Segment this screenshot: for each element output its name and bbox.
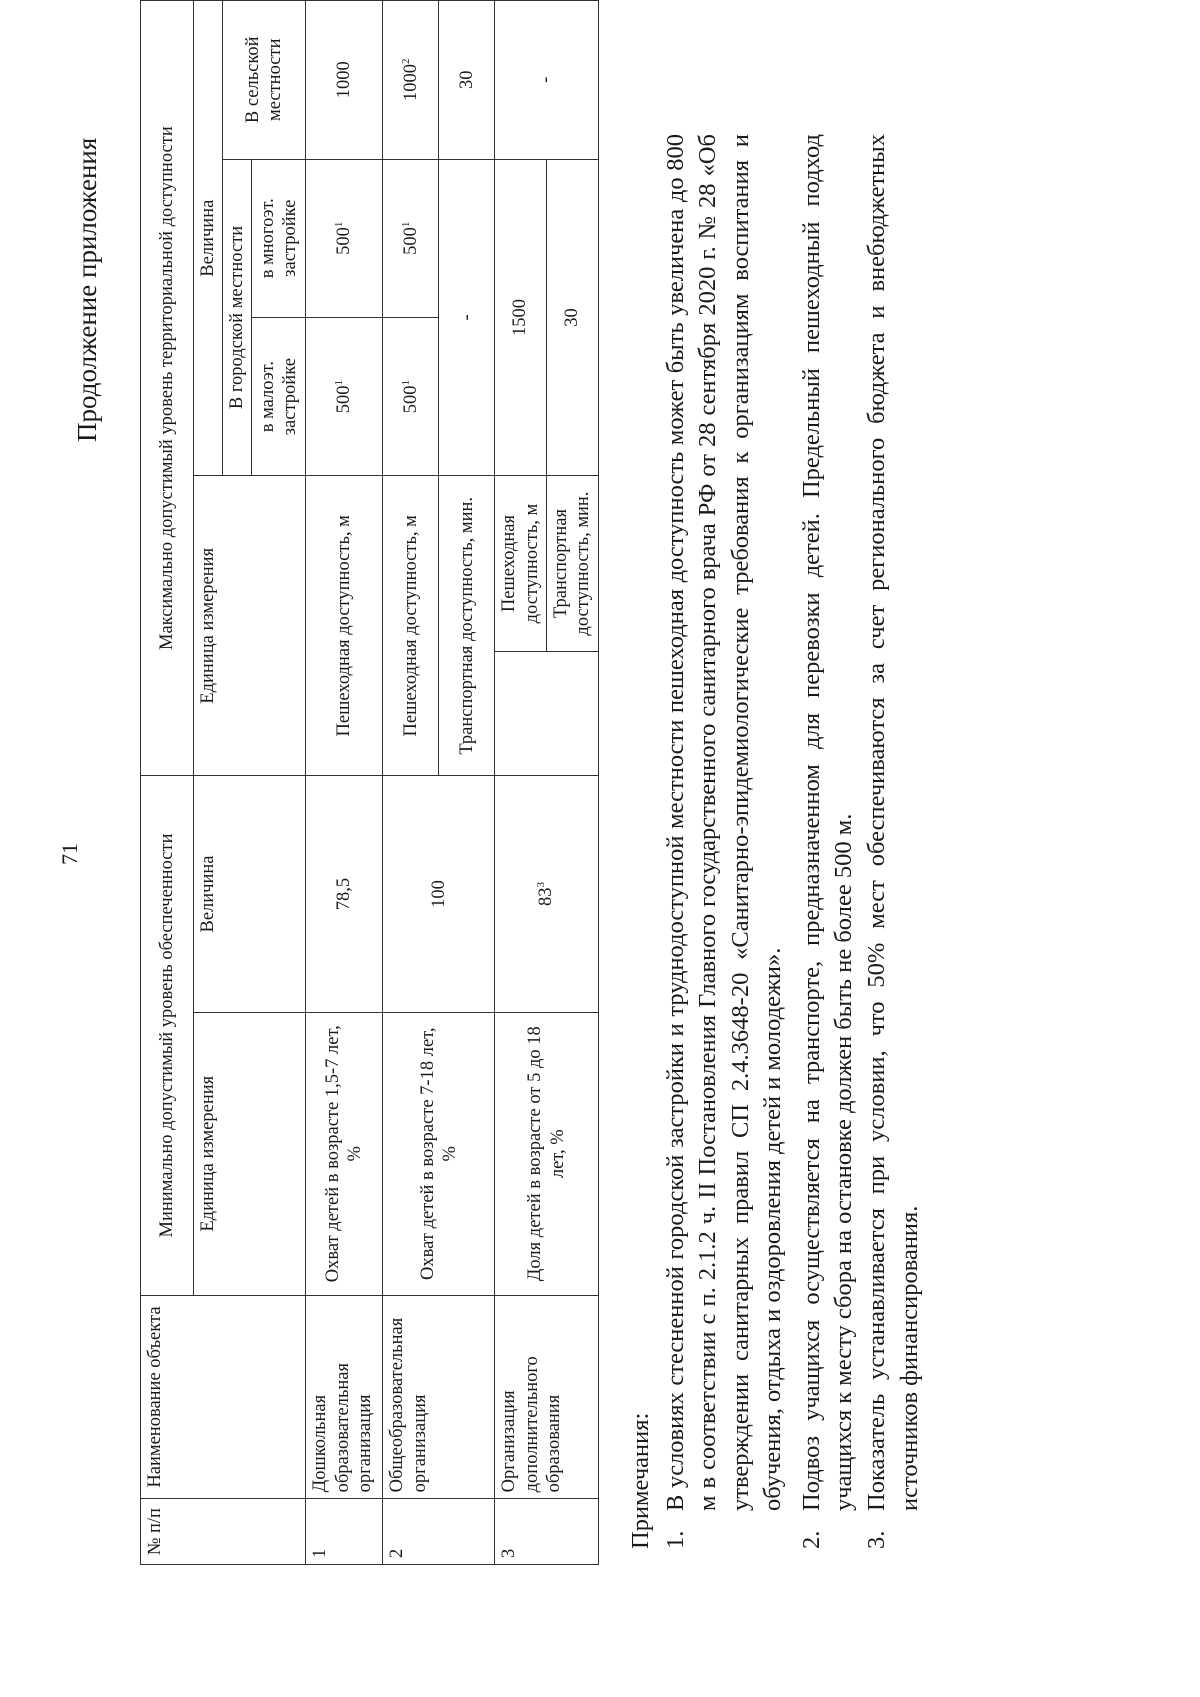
page-number: 71 bbox=[57, 843, 82, 865]
row-max-unit-walk: Пешеходная доступность, м bbox=[495, 476, 546, 651]
row-urban: 30 bbox=[546, 159, 598, 476]
row-max-unit-walk: Пешеходная доступность, м bbox=[383, 476, 439, 776]
row-num: 1 bbox=[306, 1499, 383, 1565]
header-name: Наименование объекта bbox=[141, 1295, 306, 1499]
header-rural: В сельской местности bbox=[223, 1, 306, 160]
header-unit2: Единица измерения bbox=[194, 476, 306, 776]
header-min-group: Минимально допустимый уровень обеспеченности bbox=[141, 776, 194, 1295]
row-urban: - bbox=[439, 159, 495, 476]
standards-table bbox=[140, 0, 599, 1565]
header-row-1 bbox=[141, 1, 194, 1565]
header-low-rise: в малоэт. застройке bbox=[252, 317, 306, 475]
notes bbox=[625, 134, 926, 1549]
row-name: Организация дополнительного образования bbox=[495, 1295, 598, 1499]
header-multi-rise: в многоэт. застройке bbox=[252, 159, 306, 317]
note-text: Показатель устанавливается при условии, что 50% мест обеспечиваются за счет регионального бюджета и внебюджетных источников финансирования. bbox=[863, 134, 923, 1511]
note-item bbox=[861, 134, 926, 1549]
row-multi: $500^1$ bbox=[383, 159, 439, 317]
note-number: 2. bbox=[797, 1530, 825, 1549]
row-low: $500^1$ bbox=[383, 317, 439, 475]
note-number: 3. bbox=[863, 1530, 891, 1549]
header-num: № п/п bbox=[141, 1499, 306, 1565]
footnote-mark: 3 bbox=[535, 882, 548, 888]
table-row bbox=[383, 1, 439, 1565]
header-value: Величина bbox=[194, 776, 306, 1013]
table-row bbox=[306, 1, 383, 1565]
row-max-unit-transport: Транспортная доступность, мин. bbox=[439, 476, 495, 776]
row-min-unit: Доля детей в возрасте от 5 до 18 лет, % bbox=[495, 1012, 598, 1295]
row-max-unit-transport: Транспортная доступность, мин. bbox=[546, 476, 598, 651]
row-max-unit: Пешеходная доступность, м bbox=[306, 476, 383, 776]
row-rural: 1000 bbox=[306, 1, 383, 160]
page-header: Продолжение приложения bbox=[72, 137, 102, 442]
row-num: 2 bbox=[383, 1499, 495, 1565]
footnote-mark: 1 bbox=[333, 380, 346, 386]
row-rural: 1000$^2$ bbox=[383, 1, 439, 160]
row-min-unit: Охват детей в возрасте 7-18 лет, % bbox=[383, 1012, 495, 1295]
row-rural: - bbox=[495, 1, 598, 160]
row-min-unit: Охват детей в возрасте 1,5-7 лет, % bbox=[306, 1012, 383, 1295]
row-multi: $500^1$ bbox=[306, 159, 383, 317]
table-row bbox=[495, 1, 546, 1565]
row-num: 3 bbox=[495, 1499, 598, 1565]
footnote-mark: 2 bbox=[399, 58, 412, 65]
header-urban: В городской местности bbox=[223, 159, 252, 476]
footnote-mark: 1 bbox=[399, 380, 412, 386]
row-min-value: $83^3$ bbox=[495, 776, 598, 1013]
row-min-value: 78,5 bbox=[306, 776, 383, 1013]
header-max-group: Максимально допустимый уровень территориальной доступности bbox=[141, 1, 194, 776]
note-item bbox=[660, 134, 790, 1549]
row-low: $500^1$ bbox=[306, 317, 383, 475]
footnote-mark: 1 bbox=[399, 221, 412, 228]
header-unit: Единица измерения bbox=[194, 1012, 306, 1295]
row-min-value: 100 bbox=[383, 776, 495, 1013]
row-rural: 30 bbox=[439, 1, 495, 160]
note-text: Подвоз учащихся осуществляется на транспорте, предназначенном для перевозки детей. Предельный пешеходный подход учащихся к месту сбора на остановке должен быть не более 500 м. bbox=[797, 134, 858, 1511]
row-name: Общеобразовательная организация bbox=[383, 1295, 495, 1499]
notes-title: Примечания: bbox=[627, 1412, 654, 1549]
note-item bbox=[796, 134, 861, 1549]
row-name: Дошкольная образовательная организация bbox=[306, 1295, 383, 1499]
header-value2: Величина bbox=[194, 1, 223, 476]
note-text: В условиях стесненной городской застройки и труднодоступной местности пешеходная доступность может быть увеличена до 800 м в соответствии с п. 2.1.2 ч. II Постановления Главного государственного санитарного врача РФ от 28 сентября 2020 г. № 28 «Об утверждении санитарных правил СП 2.4.3648-20 «Санитарно-эпидемиологические требования к организациям воспитания и обучения, отдыха и оздоровления детей и молодежи». bbox=[661, 134, 787, 1511]
note-number: 1. bbox=[661, 1530, 689, 1549]
row-urban: 1500 bbox=[495, 159, 546, 476]
footnote-mark: 1 bbox=[333, 221, 346, 228]
